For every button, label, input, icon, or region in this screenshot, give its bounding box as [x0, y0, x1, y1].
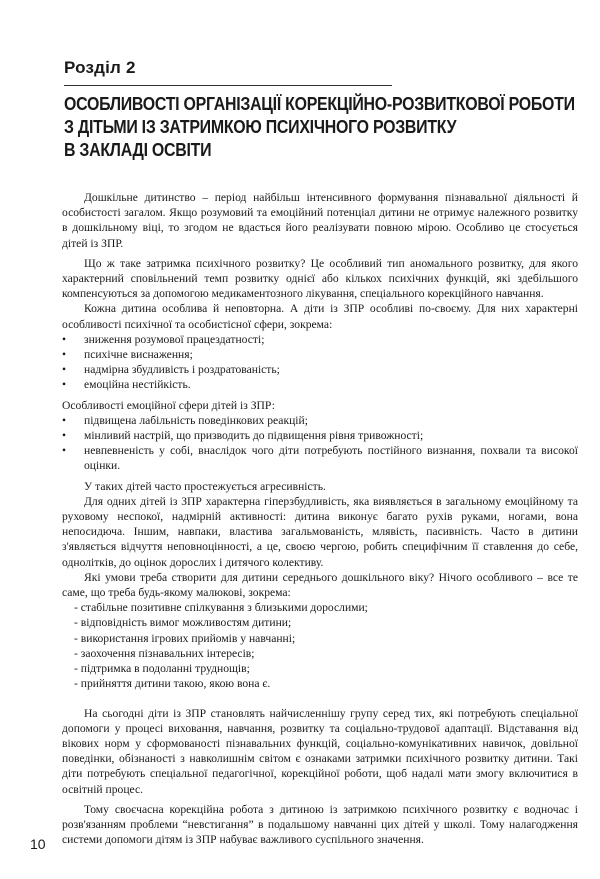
list-item: • надмірна збудливість і роздратованість; — [62, 362, 578, 377]
paragraph: Кожна дитина особлива й неповторна. А діти із ЗПР особливі по-своєму. Для них характерні особливості психічної та особистісної сфери, зокрема: — [62, 302, 578, 331]
paragraph: Які умови треба створити для дитини середнього дошкільного віку? Нічого особливого – все те саме, що треба будь-якому малюкові, зокрема: — [62, 570, 578, 600]
list-item: - відповідність вимог можливостям дитини; — [74, 616, 292, 630]
list-item: - заохочення пізнавальних інтересів; — [74, 646, 255, 660]
body-text — [62, 190, 578, 847]
bullet-list — [62, 332, 578, 393]
list-item: • емоційна нестійкість. — [62, 377, 578, 392]
list-item: • мінливий настрій, що призводить до підвищення рівня тривожності; — [62, 428, 578, 443]
list-item: • зниження розумової працездатності; — [62, 332, 578, 347]
paragraph: На сьогодні діти із ЗПР становлять найчисленнішу групу серед тих, які потребують спеціальної допомоги у процесі виховання, навчання, розвитку та соціально-трудової адаптації. Відставання від вікових норм у сформованості пізнавальних функцій, соціально-комунікативних навичок, довільної поведінки, обізнаності з навколишнім світом є ознаками затримки психічного розвитку дитини. Такі діти потребують спеціальної педагогічної, корекційної роботи, щоб надалі мати змогу включитися в освітній процес. — [62, 706, 578, 796]
paragraph: Особливості емоційної сфери дітей із ЗПР: — [62, 398, 276, 412]
paragraph: У таких дітей часто простежується агресивність. — [84, 479, 326, 493]
paragraph: Що ж таке затримка психічного розвитку? Це особливий тип аномального розвитку, для якого характерний сповільнений темп розвитку однієї або кількох психічних функцій, які здебільшого компенсуються за допомогою медикаментозного лікування, спеціального корекційного навчання. — [62, 256, 578, 301]
bullet-list — [62, 413, 578, 474]
list-item: • невпевненість у собі, внаслідок чого діти потребують постійного визнання, похвали та високої оцінки. — [62, 443, 578, 473]
chapter-title-line: ОСОБЛИВОСТІ ОРГАНІЗАЦІЇ КОРЕКЦІЙНО-РОЗВИТКОВОЇ РОБОТИ — [64, 93, 575, 114]
paragraph: Для одних дітей із ЗПР характерна гіперзбудливість, яка виявляється в загальному емоційному та руховому неспокої, надмірній активності: дитина виконує багато рухів руками, ногами, вона непосидюча. Іншим, навпаки, властива загальмованість, млявість, пасивність. Часто в дитини з'являється відчуття неповноцінності, а це, своєю чергою, робить специфічним її ставлення до себе, одноліткiв, до оцінок дорослих і дитячого колективу. — [62, 494, 578, 569]
section-label: Розділ 2 — [64, 58, 136, 77]
paragraph: Тому своєчасна корекційна робота з дитиною із затримкою психічного розвитку є водночас і розв'язанням проблеми “невстигання” в подальшому навчанні цих дітей у школі. Тому налагодження системи допомоги дітям із ЗПР набуває важливого суспільного значення. — [62, 802, 578, 847]
list-item: - підтримка в подоланні труднощів; — [74, 662, 250, 676]
list-item: • психічне виснаження; — [62, 347, 578, 362]
dash-list — [62, 600, 578, 691]
chapter-title — [64, 92, 575, 161]
list-item: • підвищена лабільність поведінкових реакцій; — [62, 413, 578, 428]
chapter-title-line: З ДІТЬМИ ІЗ ЗАТРИМКОЮ ПСИХІЧНОГО РОЗВИТКУ — [64, 116, 457, 137]
title-rule — [64, 85, 392, 86]
paragraph: Дошкільне дитинство – період найбільш інтенсивного формування пізнавальної діяльності й особистості загалом. Якщо розумовий та емоційний потенціал дитини не отримує належного розвитку в дошкільному віці, то згодом не вдасться його реалізувати повною мірою. Особливо це стосується дітей із ЗПР. — [62, 191, 578, 250]
list-item: - використання ігрових прийомів у навчанні; — [74, 631, 296, 645]
chapter-title-line: В ЗАКЛАДІ ОСВІТИ — [64, 139, 212, 160]
page-number: 10 — [30, 836, 46, 852]
list-item: - прийняття дитини такою, якою вона є. — [74, 677, 271, 691]
list-item: - стабільне позитивне спілкування з близькими дорослими; — [74, 601, 368, 615]
